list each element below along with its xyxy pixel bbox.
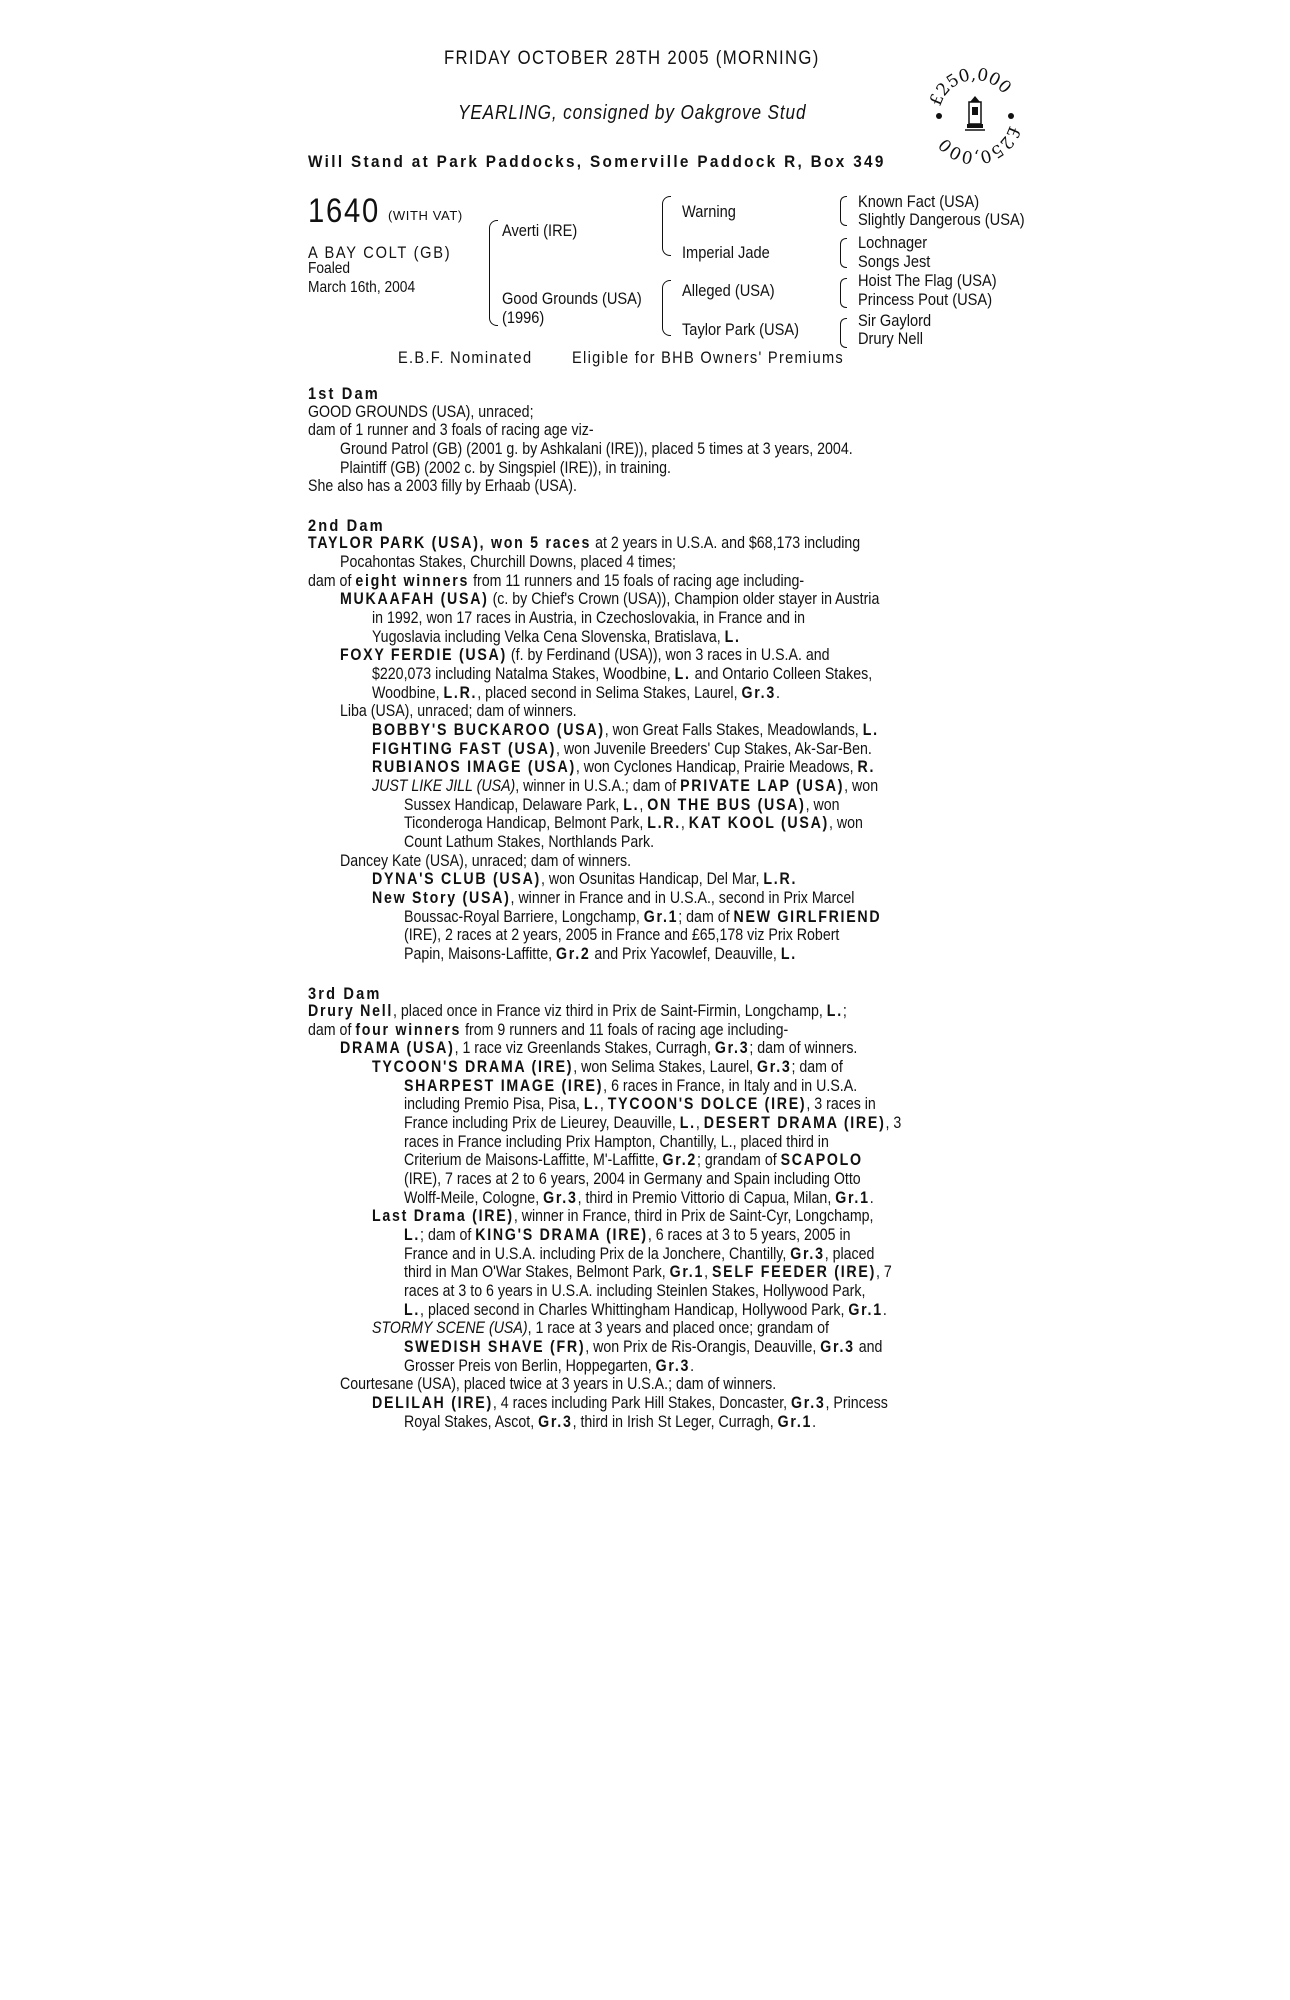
second-dam-line: Woodbine, L.R., placed second in Selima Stakes, Laurel, Gr.3. <box>372 684 780 702</box>
second-dam-title: 2nd Dam <box>308 516 385 535</box>
third-dam-line: DELILAH (IRE), 4 races including Park Hill Stakes, Doncaster, Gr.3, Princess <box>372 1394 888 1412</box>
pedigree-brace-main <box>489 220 498 326</box>
second-dam-line: Count Lathum Stakes, Northlands Park. <box>404 833 655 851</box>
pedigree-brace-sire <box>662 196 671 256</box>
gen3-1: Known Fact (USA) <box>858 192 980 211</box>
dam-year: (1996) <box>502 308 545 327</box>
second-dam-line: $220,073 including Natalma Stakes, Woodbine, L. and Ontario Colleen Stakes, <box>372 665 873 683</box>
pedigree-brace-sd <box>840 238 847 268</box>
dam-name: Good Grounds (USA) <box>502 289 642 308</box>
second-dam-line: New Story (USA), winner in France and in U.S.A., second in Prix Marcel <box>372 889 855 907</box>
second-dam-line: TAYLOR PARK (USA), won 5 races at 2 years in U.S.A. and $68,173 including <box>308 534 861 552</box>
second-dam-line: BOBBY'S BUCKAROO (USA), won Great Falls Stakes, Meadowlands, L. <box>372 721 879 739</box>
first-dam-line: Ground Patrol (GB) (2001 g. by Ashkalani (IRE)), placed 5 times at 3 years, 2004. <box>340 440 853 458</box>
consignment-line: YEARLING, consigned by Oakgrove Stud <box>458 102 807 124</box>
third-dam-title: 3rd Dam <box>308 984 382 1003</box>
third-dam-line: races in France including Prix Hampton, Chantilly, L., placed third in <box>404 1133 829 1151</box>
ebf-nominated: E.B.F. Nominated <box>398 348 533 367</box>
third-dam-line: Last Drama (IRE), winner in France, third in Prix de Saint-Cyr, Longchamp, <box>372 1207 874 1225</box>
second-dam-line: Dancey Kate (USA), unraced; dam of winners. <box>340 852 632 870</box>
foaled-label: Foaled <box>308 260 351 277</box>
second-dam-line: DYNA'S CLUB (USA), won Osunitas Handicap, Del Mar, L.R. <box>372 870 798 888</box>
second-dam-line: Liba (USA), unraced; dam of winners. <box>340 702 577 720</box>
third-dam-line: SHARPEST IMAGE (IRE), 6 races in France, in Italy and in U.S.A. <box>404 1077 858 1095</box>
pedigree-brace-ds <box>840 278 847 308</box>
dam-dam: Taylor Park (USA) <box>682 320 799 339</box>
first-dam-line: GOOD GROUNDS (USA), unraced; <box>308 403 534 421</box>
gen3-5: Hoist The Flag (USA) <box>858 271 997 290</box>
svg-text:£250,000: £250,000 <box>934 123 1025 166</box>
sire-sire: Warning <box>682 202 736 221</box>
sire-dam: Imperial Jade <box>682 243 770 262</box>
second-dam-line: dam of eight winners from 11 runners and 15 foals of racing age including- <box>308 572 805 590</box>
second-dam-line: FOXY FERDIE (USA) (f. by Ferdinand (USA)), won 3 races in U.S.A. and <box>340 646 830 664</box>
gen3-6: Princess Pout (USA) <box>858 290 993 309</box>
first-dam-line: dam of 1 runner and 3 foals of racing age viz- <box>308 421 594 439</box>
gen3-4: Songs Jest <box>858 252 931 271</box>
gen3-3: Lochnager <box>858 233 928 252</box>
pedigree-brace-dam <box>662 280 671 336</box>
svg-text:£250,000: £250,000 <box>925 66 1016 109</box>
sale-date: FRIDAY OCTOBER 28TH 2005 (MORNING) <box>444 48 820 69</box>
first-dam-line: Plaintiff (GB) (2002 c. by Singspiel (IRE)), in training. <box>340 459 671 477</box>
third-dam-line: Grosser Preis von Berlin, Hoppegarten, Gr.3. <box>404 1357 695 1375</box>
third-dam-line: (IRE), 7 races at 2 to 6 years, 2004 in Germany and Spain including Otto <box>404 1170 861 1188</box>
gen3-7: Sir Gaylord <box>858 311 932 330</box>
second-dam-line: MUKAAFAH (USA) (c. by Chief's Crown (USA)), Champion older stayer in Austria <box>340 590 880 608</box>
third-dam-line: SWEDISH SHAVE (FR), won Prix de Ris-Orangis, Deauville, Gr.3 and <box>404 1338 883 1356</box>
third-dam-line: STORMY SCENE (USA), 1 race at 3 years and placed once; grandam of <box>372 1319 829 1337</box>
third-dam-line: Drury Nell, placed once in France viz third in Prix de Saint-Firmin, Longchamp, L.; <box>308 1002 847 1020</box>
vat-note: (WITH VAT) <box>388 208 463 223</box>
second-dam-line: Ticonderoga Handicap, Belmont Park, L.R., KAT KOOL (USA), won <box>404 814 863 832</box>
third-dam-line: L.; dam of KING'S DRAMA (IRE), 6 races at 3 to 5 years, 2005 in <box>404 1226 851 1244</box>
second-dam-line: Papin, Maisons-Laffitte, Gr.2 and Prix Yacowlef, Deauville, L. <box>404 945 797 963</box>
second-dam-line: Boussac-Royal Barriere, Longchamp, Gr.1; dam of NEW GIRLFRIEND <box>404 908 882 926</box>
third-dam-line: third in Man O'War Stakes, Belmont Park, Gr.1, SELF FEEDER (IRE), 7 <box>404 1263 892 1281</box>
third-dam-line: Courtesane (USA), placed twice at 3 years in U.S.A.; dam of winners. <box>340 1375 777 1393</box>
first-dam-line: She also has a 2003 filly by Erhaab (USA). <box>308 477 577 495</box>
second-dam-line: RUBIANOS IMAGE (USA), won Cyclones Handicap, Prairie Meadows, R. <box>372 758 876 776</box>
second-dam-line: in 1992, won 17 races in Austria, in Czechoslovakia, in France and in <box>372 609 806 627</box>
stand-location: Will Stand at Park Paddocks, Somerville Paddock R, Box 349 <box>308 152 886 171</box>
second-dam-line: JUST LIKE JILL (USA), winner in U.S.A.; dam of PRIVATE LAP (USA), won <box>372 777 879 795</box>
second-dam-line: FIGHTING FAST (USA), won Juvenile Breeders' Cup Stakes, Ak-Sar-Ben. <box>372 740 872 758</box>
second-dam-line: Sussex Handicap, Delaware Park, L., ON THE BUS (USA), won <box>404 796 840 814</box>
pedigree-brace-ss <box>840 196 847 226</box>
bhb-eligibility: Eligible for BHB Owners' Premiums <box>572 348 845 367</box>
lot-number: 1640 <box>308 192 380 230</box>
second-dam-line: Yugoslavia including Velka Cena Slovenska, Bratislava, L. <box>372 628 741 646</box>
gen3-8: Drury Nell <box>858 329 923 348</box>
pedigree-brace-dd <box>840 318 847 348</box>
third-dam-line: races at 3 to 6 years in U.S.A. including Steinlen Stakes, Hollywood Park, <box>404 1282 866 1300</box>
third-dam-line: DRAMA (USA), 1 race viz Greenlands Stakes, Curragh, Gr.3; dam of winners. <box>340 1039 858 1057</box>
third-dam-line: Criterium de Maisons-Laffitte, M'-Laffitte, Gr.2; grandam of SCAPOLO <box>404 1151 863 1169</box>
second-dam-line: Pocahontas Stakes, Churchill Downs, placed 4 times; <box>340 553 677 571</box>
dam-sire: Alleged (USA) <box>682 281 775 300</box>
foaled-date: March 16th, 2004 <box>308 279 416 296</box>
third-dam-line: Royal Stakes, Ascot, Gr.3, third in Irish St Leger, Curragh, Gr.1. <box>404 1413 817 1431</box>
price-seal-icon <box>925 66 1025 166</box>
sire-name: Averti (IRE) <box>502 221 578 240</box>
first-dam-title: 1st Dam <box>308 384 380 403</box>
third-dam-line: including Premio Pisa, Pisa, L., TYCOON'S DOLCE (IRE), 3 races in <box>404 1095 876 1113</box>
second-dam-line: (IRE), 2 races at 2 years, 2005 in France and £65,178 viz Prix Robert <box>404 926 840 944</box>
third-dam-line: dam of four winners from 9 runners and 11 foals of racing age including- <box>308 1021 789 1039</box>
third-dam-line: France including Prix de Lieurey, Deauville, L., DESERT DRAMA (IRE), 3 <box>404 1114 902 1132</box>
third-dam-line: TYCOON'S DRAMA (IRE), won Selima Stakes, Laurel, Gr.3; dam of <box>372 1058 843 1076</box>
third-dam-line: L., placed second in Charles Whittingham Handicap, Hollywood Park, Gr.1. <box>404 1301 887 1319</box>
lot-description: A BAY COLT (GB) <box>308 243 452 262</box>
third-dam-line: Wolff-Meile, Cologne, Gr.3, third in Premio Vittorio di Capua, Milan, Gr.1. <box>404 1189 874 1207</box>
third-dam-line: France and in U.S.A. including Prix de la Jonchere, Chantilly, Gr.3, placed <box>404 1245 875 1263</box>
gen3-2: Slightly Dangerous (USA) <box>858 210 1025 229</box>
